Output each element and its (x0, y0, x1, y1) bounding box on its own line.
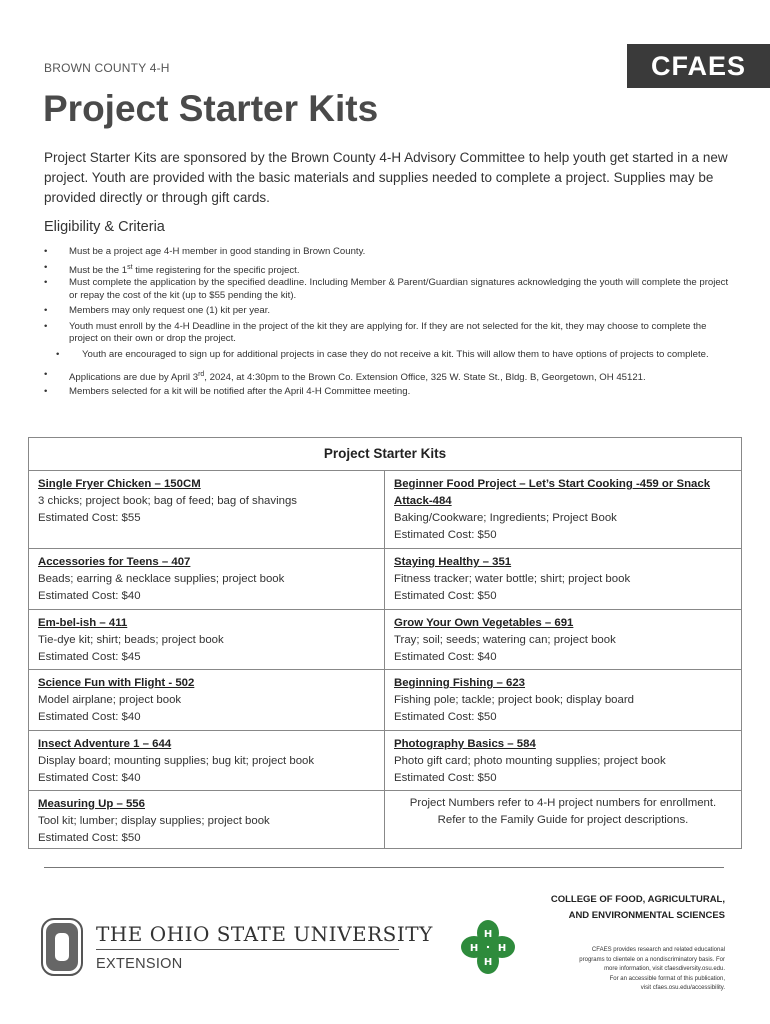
table-row (29, 670, 741, 731)
kit-cell (385, 670, 741, 730)
criteria-item: • Applications are due by April 3rd, 2024, at 4:30pm to the Brown Co. Extension Office, 325 W. State St., Bldg. B, Georgetown, OH 45121. (44, 369, 734, 383)
osu-name: THE OHIO STATE UNIVERSITY (96, 922, 433, 946)
kit-name: Beginner Food Project – Let’s Start Cooking -459 or Snack Attack-484 (394, 478, 711, 507)
kit-desc: Baking/Cookware; Ingredients; Project Book (394, 512, 617, 524)
table-row (29, 610, 741, 670)
criteria-list (44, 246, 734, 402)
svg-text:H: H (483, 929, 493, 940)
svg-text:H: H (483, 957, 493, 968)
kit-desc: Fitness tracker; water bottle; shirt; project book (394, 573, 631, 585)
kit-desc: Tray; soil; seeds; watering can; project book (394, 634, 616, 646)
svg-text:H: H (497, 943, 507, 954)
kit-name: Em-bel-ish – 411 (38, 617, 128, 629)
kits-table-heading: Project Starter Kits (29, 438, 741, 471)
criteria-item: • Must be a project age 4-H member in good standing in Brown County. (44, 246, 734, 259)
kit-cell (29, 471, 385, 548)
kit-cell (385, 610, 741, 669)
kit-cost: Estimated Cost: $50 (394, 529, 497, 541)
kit-desc: Tool kit; lumber; display supplies; project book (38, 815, 270, 827)
criteria-item: • Must complete the application by the specified deadline. Including Member & Parent/Guardian signatures acknowledging the youth will complete the project or repay the cost of the kit (up to $55 pending the kit). (44, 277, 734, 302)
kit-name: Single Fryer Chicken – 150CM (38, 478, 201, 490)
county-label: BROWN COUNTY 4-H (44, 61, 170, 75)
kit-cell (29, 791, 385, 849)
kit-name: Measuring Up – 556 (38, 798, 145, 810)
osu-divider (96, 949, 399, 950)
kit-cost: Estimated Cost: $45 (38, 651, 141, 663)
intro-paragraph: Project Starter Kits are sponsored by the Brown County 4-H Advisory Committee to help youth get started in a new project. Youth are provided with the basic materials and supplies needed to complete a project. Supplies may be provided directly or through gift cards. (44, 150, 728, 205)
table-row (29, 471, 741, 549)
eligibility-heading: Eligibility & Criteria (44, 219, 165, 235)
svg-text:H: H (469, 943, 479, 954)
kit-cost: Estimated Cost: $40 (38, 772, 141, 784)
kit-desc: Fishing pole; tackle; project book; display board (394, 694, 634, 706)
kit-note: Project Numbers refer to 4-H project numbers for enrollment. Refer to the Family Guide for project descriptions. (409, 797, 717, 826)
kit-desc: 3 chicks; project book; bag of feed; bag of shavings (38, 495, 297, 507)
kit-name: Accessories for Teens – 407 (38, 556, 191, 568)
kit-cell (29, 549, 385, 609)
kit-desc: Beads; earring & necklace supplies; project book (38, 573, 285, 585)
kit-name: Insect Adventure 1 – 644 (38, 738, 172, 750)
kit-cost: Estimated Cost: $50 (394, 711, 497, 723)
kit-cost: Estimated Cost: $40 (394, 651, 497, 663)
osu-extension: EXTENSION (96, 956, 183, 972)
block-o-logo-icon (41, 918, 83, 976)
college-name: COLLEGE OF FOOD, AGRICULTURAL, AND ENVIRONMENTAL SCIENCES (550, 894, 725, 921)
kit-desc: Model airplane; project book (38, 694, 182, 706)
criteria-item: • Members selected for a kit will be notified after the April 4-H Committee meeting. (44, 386, 734, 399)
kit-cost: Estimated Cost: $50 (38, 832, 141, 844)
page-title: Project Starter Kits (43, 88, 379, 129)
criteria-subitem: • Youth are encouraged to sign up for additional projects in case they do not receive a kit. This will allow them to have options of projects to complete. (44, 349, 734, 362)
kit-cost: Estimated Cost: $50 (394, 590, 497, 602)
4h-clover-icon (459, 918, 517, 976)
kits-table (28, 437, 742, 849)
kit-name: Photography Basics – 584 (394, 738, 536, 750)
kit-cell (29, 731, 385, 790)
kit-cost: Estimated Cost: $55 (38, 512, 141, 524)
criteria-item: • Members may only request one (1) kit per year. (44, 305, 734, 318)
kit-cell (29, 610, 385, 669)
kit-name: Staying Healthy – 351 (394, 556, 512, 568)
kit-cell (385, 549, 741, 609)
kit-name: Grow Your Own Vegetables – 691 (394, 617, 574, 629)
disclaimer: CFAES provides research and related educational programs to clientele on a nondiscriminatory basis. For more information, visit cfaesdiversity.osu.edu. For an accessible format of this publication, visit cfaes.osu.edu/accessibility. (579, 947, 725, 991)
table-row (29, 549, 741, 610)
kit-cost: Estimated Cost: $40 (38, 711, 141, 723)
kit-cost: Estimated Cost: $40 (38, 590, 141, 602)
kit-desc: Display board; mounting supplies; bug kit; project book (38, 755, 315, 767)
kit-desc: Tie-dye kit; shirt; beads; project book (38, 634, 224, 646)
criteria-item: • Must be the 1st time registering for the specific project. (44, 262, 734, 278)
kit-cell (29, 670, 385, 730)
kit-note-cell (385, 791, 741, 849)
kit-cell (385, 731, 741, 790)
table-row (29, 731, 741, 791)
table-row (29, 791, 741, 849)
kit-name: Beginning Fishing – 623 (394, 677, 526, 689)
kit-cell (385, 471, 741, 548)
footer-divider (44, 867, 724, 868)
criteria-item: • Youth must enroll by the 4-H Deadline in the project of the kit they are applying for. If they are not selected for the kit, they may choose to complete the project on their own or drop the project. (44, 321, 734, 346)
kit-cost: Estimated Cost: $50 (394, 772, 497, 784)
kit-desc: Photo gift card; photo mounting supplies; project book (394, 755, 666, 767)
kit-name: Science Fun with Flight - 502 (38, 677, 195, 689)
cfaes-logo: CFAES (627, 44, 770, 88)
